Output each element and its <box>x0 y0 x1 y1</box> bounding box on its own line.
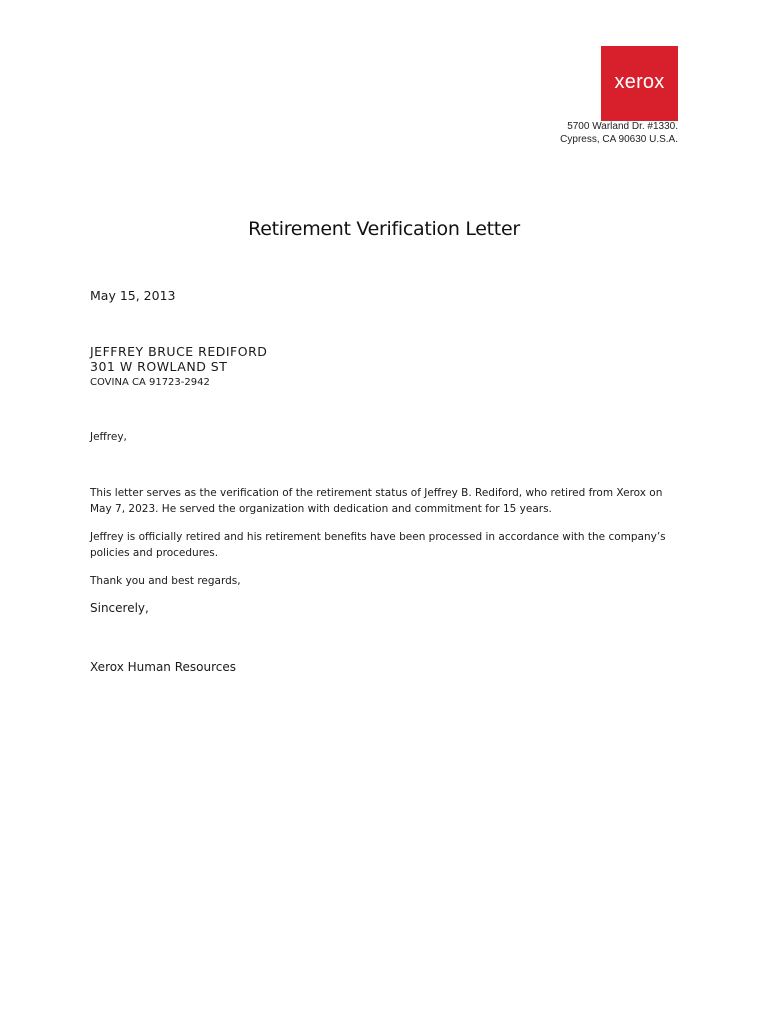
company-address-line1: 5700 Warland Dr. #1330. <box>567 121 678 132</box>
salutation: Jeffrey, <box>90 431 127 443</box>
company-address-line2: Cypress, CA 90630 U.S.A. <box>560 134 678 145</box>
logo-wordmark: xerox <box>614 71 665 93</box>
recipient-address <box>90 344 267 391</box>
signature: Xerox Human Resources <box>90 660 236 674</box>
body-paragraph-verification: This letter serves as the verification of the retirement status of Jeffrey B. Rediford, who retired from Xerox on May 7, 2023. He served the organization with dedication and commitment for 15 years. <box>90 487 663 515</box>
letter-title: Retirement Verification Letter <box>248 218 520 240</box>
company-address <box>560 120 678 146</box>
body-paragraph-thanks: Thank you and best regards, <box>90 575 241 587</box>
recipient-street: 301 W ROWLAND ST <box>90 359 228 374</box>
closing: Sincerely, <box>90 601 149 615</box>
recipient-city-line: COVINA CA 91723-2942 <box>90 377 210 388</box>
recipient-name: JEFFREY BRUCE REDIFORD <box>90 344 268 359</box>
letter-date: May 15, 2013 <box>90 288 176 303</box>
body-paragraph-benefits: Jeffrey is officially retired and his retirement benefits have been processed in accordance with the company’s policies and procedures. <box>90 531 666 559</box>
xerox-logo <box>601 46 678 121</box>
